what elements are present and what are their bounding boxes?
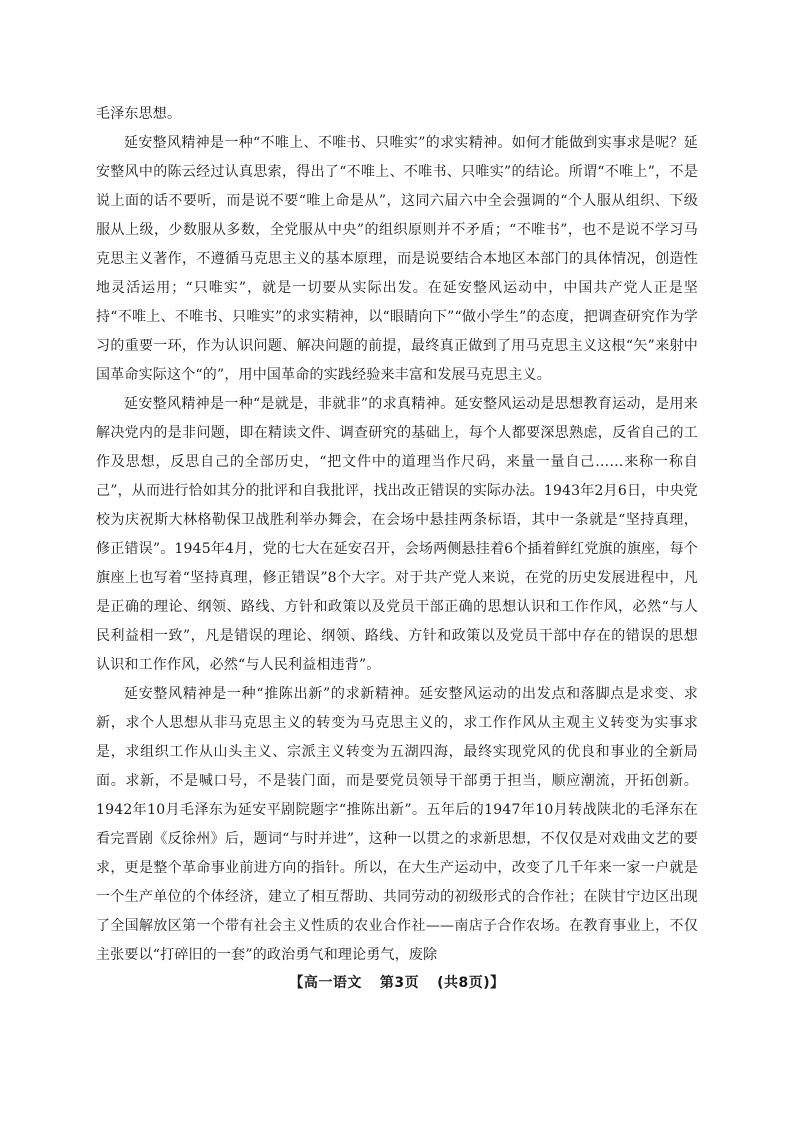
paragraph-qiushi-spirit: 延安整风精神是一种“不唯上、不唯书、只唯实”的求实精神。如何才能做到实事求是呢？延安整风中的陈云经过认真思索，得出了“不唯上、不唯书、只唯实”的结论。所谓“不唯上”，不是说上面的话不要听，而是说不要“唯上命是从”，这同六届六中全会强调的“个人服从组织、下级服从上级，少数服从多数，全党服从中央”的组织原则并不矛盾；“不唯书”，也不是说不学习马克思主义著作，不遵循马克思主义的基本原理，而是说要结合本地区本部门的具体情况，创造性地灵活运用；“只唯实”，就是一切要从实际出发。在延安整风运动中，中国共产党人正是坚持“不唯上、不唯书、只唯实”的求实精神，以“眼睛向下”“做小学生”的态度，把调查研究作为学习的重要一环，作为认识问题、解决问题的前提，最终真正做到了用马克思主义这根“矢”来射中国革命实际这个“的”，用中国革命的实践经验来丰富和发展马克思主义。 bbox=[96, 135, 698, 383]
paragraph-continuation: 毛泽东思想。 bbox=[96, 106, 182, 122]
article-body bbox=[96, 100, 698, 970]
paragraph-qiuzhen-spirit: 延安整风精神是一种“是就是，非就非”的求真精神。延安整风运动是思想教育运动，是用来解决党内的是非问题，即在精读文件、调查研究的基础上，每个人都要深思熟虑，反省自己的工作及思想，反思自己的全部历史，“把文件中的道理当作尺码，来量一量自己……来称一称自己”，从而进行恰如其分的批评和自我批评，找出改正错误的实际办法。1943年2月6日，中央党校为庆祝斯大林格勒保卫战胜利举办舞会，在会场中悬挂两条标语，其中一条就是“坚持真理，修正错误”。1945年4月，党的七大在延安召开，会场两侧悬挂着6个插着鲜红党旗的旗座，每个旗座上也写着“坚持真理，修正错误”8个大字。对于共产党人来说，在党的历史发展进程中，凡是正确的理论、纲领、路线、方针和政策以及党员干部正确的思想认识和工作作风，必然“与人民利益相一致”，凡是错误的理论、纲领、路线、方针和政策以及党员干部中存在的错误的思想认识和工作作风，必然“与人民利益相违背”。 bbox=[96, 396, 698, 673]
footer-total-pages: (共8页)】 bbox=[437, 975, 505, 991]
footer-subject: 【高一语文 bbox=[289, 975, 362, 991]
footer-page-number: 第3页 bbox=[379, 975, 420, 991]
page-footer bbox=[0, 972, 794, 992]
paragraph-qiuxin-spirit: 延安整风精神是一种“推陈出新”的求新精神。延安整风运动的出发点和落脚点是求变、求新，求个人思想从非马克思主义的转变为马克思主义的，求工作作风从主观主义转变为实事求是，求组织工作从山头主义、宗派主义转变为五湖四海，最终实现党风的优良和事业的全新局面。求新，不是喊口号，不是装门面，而是要党员领导干部勇于担当，顺应潮流，开拓创新。1942年10月毛泽东为延安平剧院题字“推陈出新”。五年后的1947年10月转战陕北的毛泽东在看完晋剧《反徐州》后，题词“与时并进”，这种一以贯之的求新思想，不仅仅是对戏曲文艺的要求，更是整个革命事业前进方向的指针。所以，在大生产运动中，改变了几千年来一家一户就是一个生产单位的个体经济，建立了相互帮助、共同劳动的初级形式的合作社；在陕甘宁边区出现了全国解放区第一个带有社会主义性质的农业合作社——南店子合作农场。在教育事业上，不仅主张要以“打碎旧的一套”的政治勇气和理论勇气，废除 bbox=[96, 686, 698, 963]
